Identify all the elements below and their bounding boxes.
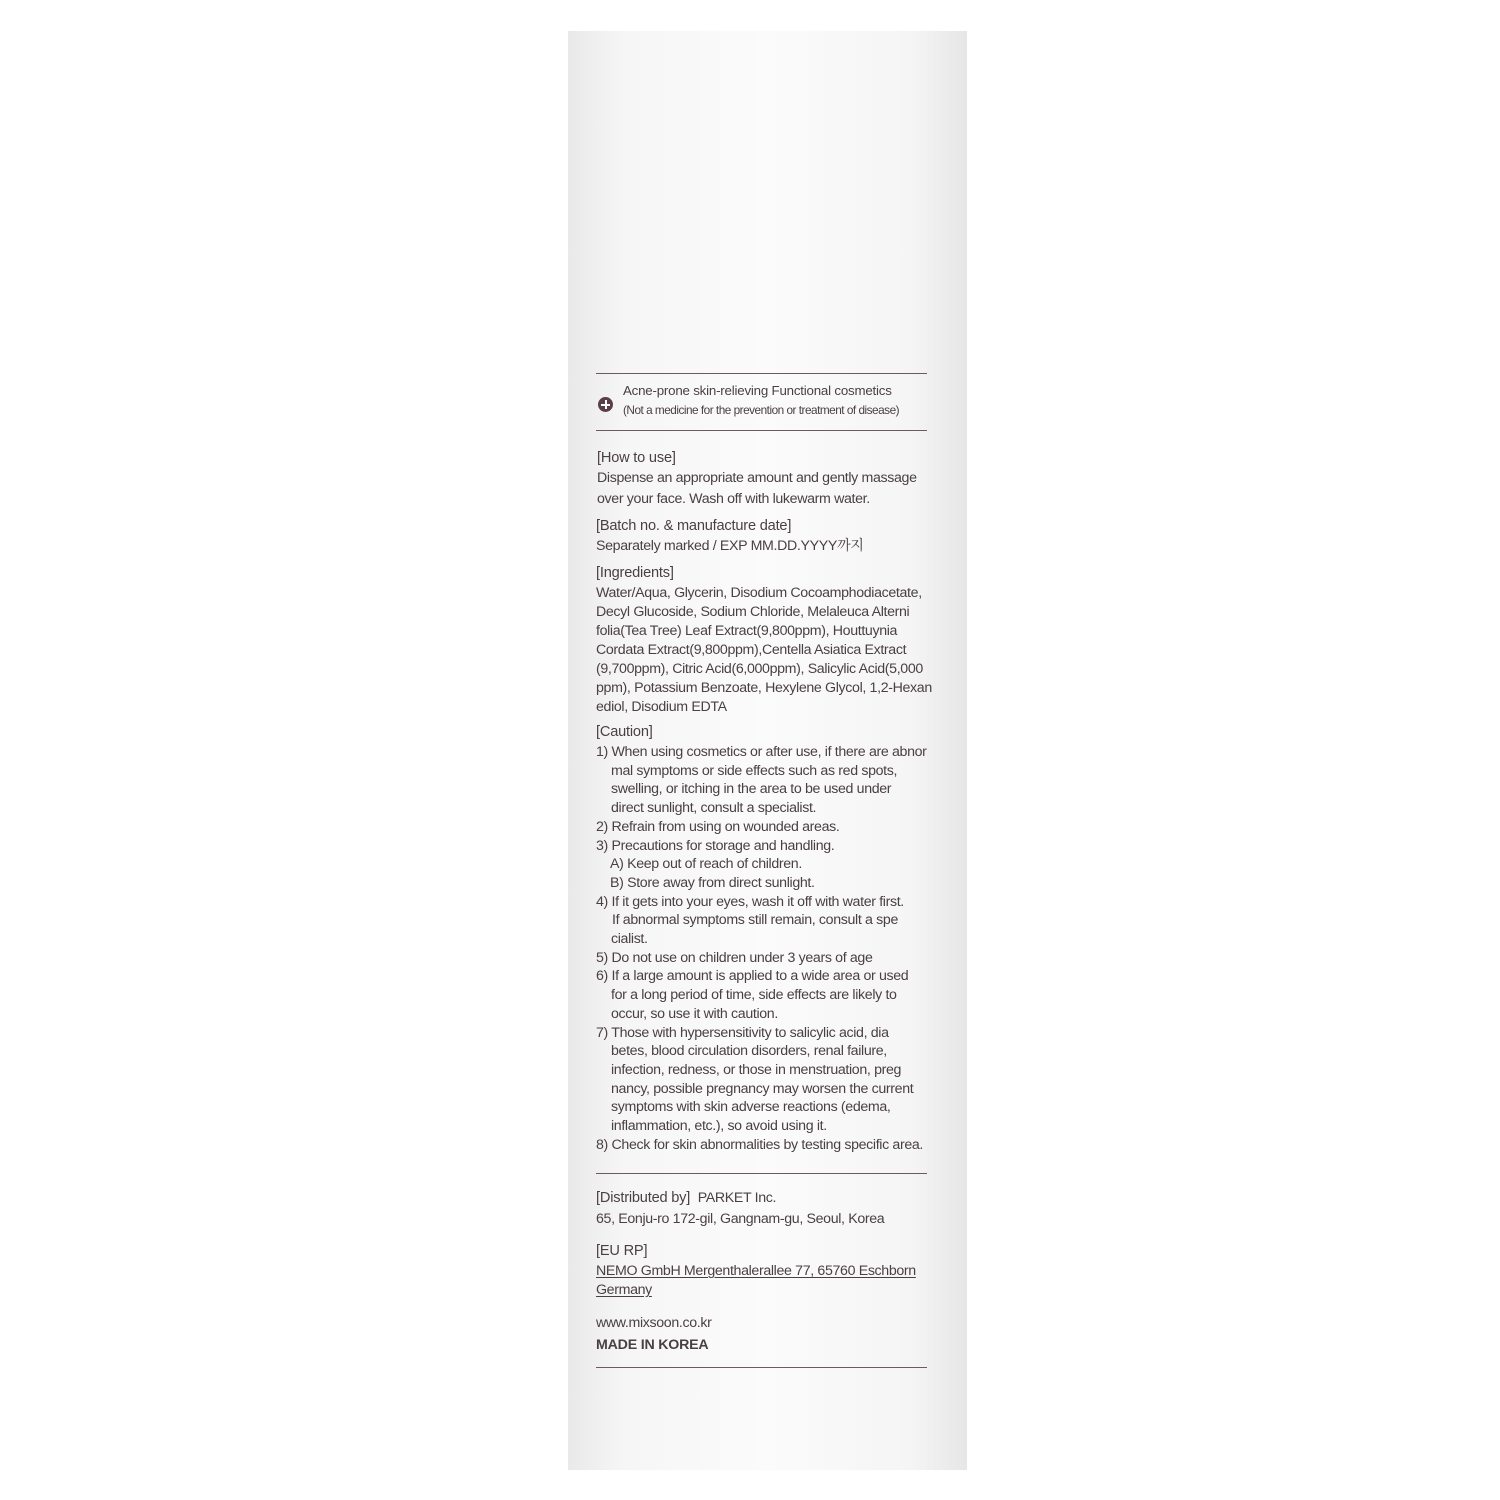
caution-line: 3) Precautions for storage and handling.: [596, 837, 835, 854]
ingredients-line: Water/Aqua, Glycerin, Disodium Cocoamphodiacetate,: [596, 585, 922, 601]
caution-line: swelling, or itching in the area to be used under: [611, 781, 892, 798]
divider-top: [596, 373, 927, 374]
caution-line: nancy, possible pregnancy may worsen the current: [611, 1080, 914, 1097]
divider-caution: [596, 1173, 927, 1174]
how-to-use-line: Dispense an appropriate amount and gently massage: [597, 470, 917, 486]
caution-line: inflammation, etc.), so avoid using it.: [611, 1118, 827, 1135]
ingredients-line: Decyl Glucoside, Sodium Chloride, Melaleuca Alterni: [596, 604, 910, 620]
caution-line: 8) Check for skin abnormalities by testing specific area.: [596, 1136, 924, 1153]
caution-line: B) Store away from direct sunlight.: [610, 874, 815, 891]
caution-line: If abnormal symptoms still remain, consult a spe: [612, 912, 898, 929]
website-text: www.mixsoon.co.kr: [596, 1315, 712, 1331]
how-to-use-heading: [How to use]: [597, 450, 676, 466]
footer-section: [596, 1313, 927, 1356]
caution-line: cialist.: [611, 931, 648, 948]
caution-line: occur, so use it with caution.: [611, 1005, 778, 1022]
divider-functional: [596, 430, 927, 431]
eu-rp-line: Germany: [596, 1282, 652, 1298]
ingredients-heading: [Ingredients]: [596, 565, 674, 581]
origin-text: MADE IN KOREA: [596, 1337, 709, 1353]
ingredients-line: ediol, Disodium EDTA: [596, 699, 727, 715]
batch-text: Separately marked / EXP MM.DD.YYYY까지: [596, 538, 864, 554]
caution-line: mal symptoms or side effects such as red spots,: [611, 762, 898, 779]
functional-disclaimer: (Not a medicine for the prevention or treatment of disease): [623, 403, 900, 417]
distributor-name: PARKET Inc.: [697, 1190, 777, 1206]
caution-line: 6) If a large amount is applied to a wide area or used: [596, 968, 909, 985]
ingredients-line: folia(Tea Tree) Leaf Extract(9,800ppm), Houttuynia: [596, 623, 898, 639]
distributor-section: [596, 1188, 927, 1230]
distributor-address: 65, Eonju-ro 172-gil, Gangnam-gu, Seoul, Korea: [596, 1211, 885, 1227]
how-to-use-section: [597, 448, 928, 510]
distributor-heading: [Distributed by]: [596, 1190, 691, 1206]
ingredients-line: (9,700ppm), Citric Acid(6,000ppm), Salicylic Acid(5,000: [596, 661, 923, 677]
batch-heading: [Batch no. & manufacture date]: [596, 518, 792, 534]
caution-line: 1) When using cosmetics or after use, if there are abnor: [596, 744, 927, 760]
caution-line: direct sunlight, consult a specialist.: [611, 800, 817, 817]
caution-line: 2) Refrain from using on wounded areas.: [596, 818, 840, 835]
product-tube: [568, 31, 967, 1470]
caution-heading: [Caution]: [596, 724, 653, 740]
caution-line: infection, redness, or those in menstruation, preg: [611, 1061, 902, 1078]
caution-line: betes, blood circulation disorders, renal failure,: [611, 1043, 887, 1060]
eu-rp-line: NEMO GmbH Mergenthalerallee 77, 65760 Eschborn: [596, 1263, 916, 1279]
caution-line: symptoms with skin adverse reactions (edema,: [611, 1099, 891, 1116]
ingredients-section: [596, 563, 932, 717]
caution-line: A) Keep out of reach of children.: [610, 856, 802, 873]
eu-rp-section: [596, 1241, 927, 1300]
eu-rp-heading: [EU RP]: [596, 1243, 648, 1259]
batch-section: [596, 516, 927, 557]
ingredients-line: ppm), Potassium Benzoate, Hexylene Glycol, 1,2-Hexan: [596, 680, 932, 696]
how-to-use-line: over your face. Wash off with lukewarm water.: [597, 491, 870, 507]
plus-circle-icon: [598, 397, 613, 412]
caution-line: for a long period of time, side effects are likely to: [611, 987, 897, 1004]
caution-section: [596, 722, 927, 1154]
caution-line: 5) Do not use on children under 3 years of age: [596, 949, 873, 966]
divider-bottom: [596, 1367, 927, 1368]
caution-line: 7) Those with hypersensitivity to salicylic acid, dia: [596, 1024, 889, 1041]
ingredients-line: Cordata Extract(9,800ppm),Centella Asiatica Extract: [596, 642, 907, 658]
functional-cosmetics-notice: [598, 383, 928, 429]
functional-label: Acne-prone skin-relieving Functional cosmetics: [623, 383, 892, 398]
caution-line: 4) If it gets into your eyes, wash it off with water first.: [596, 893, 904, 910]
